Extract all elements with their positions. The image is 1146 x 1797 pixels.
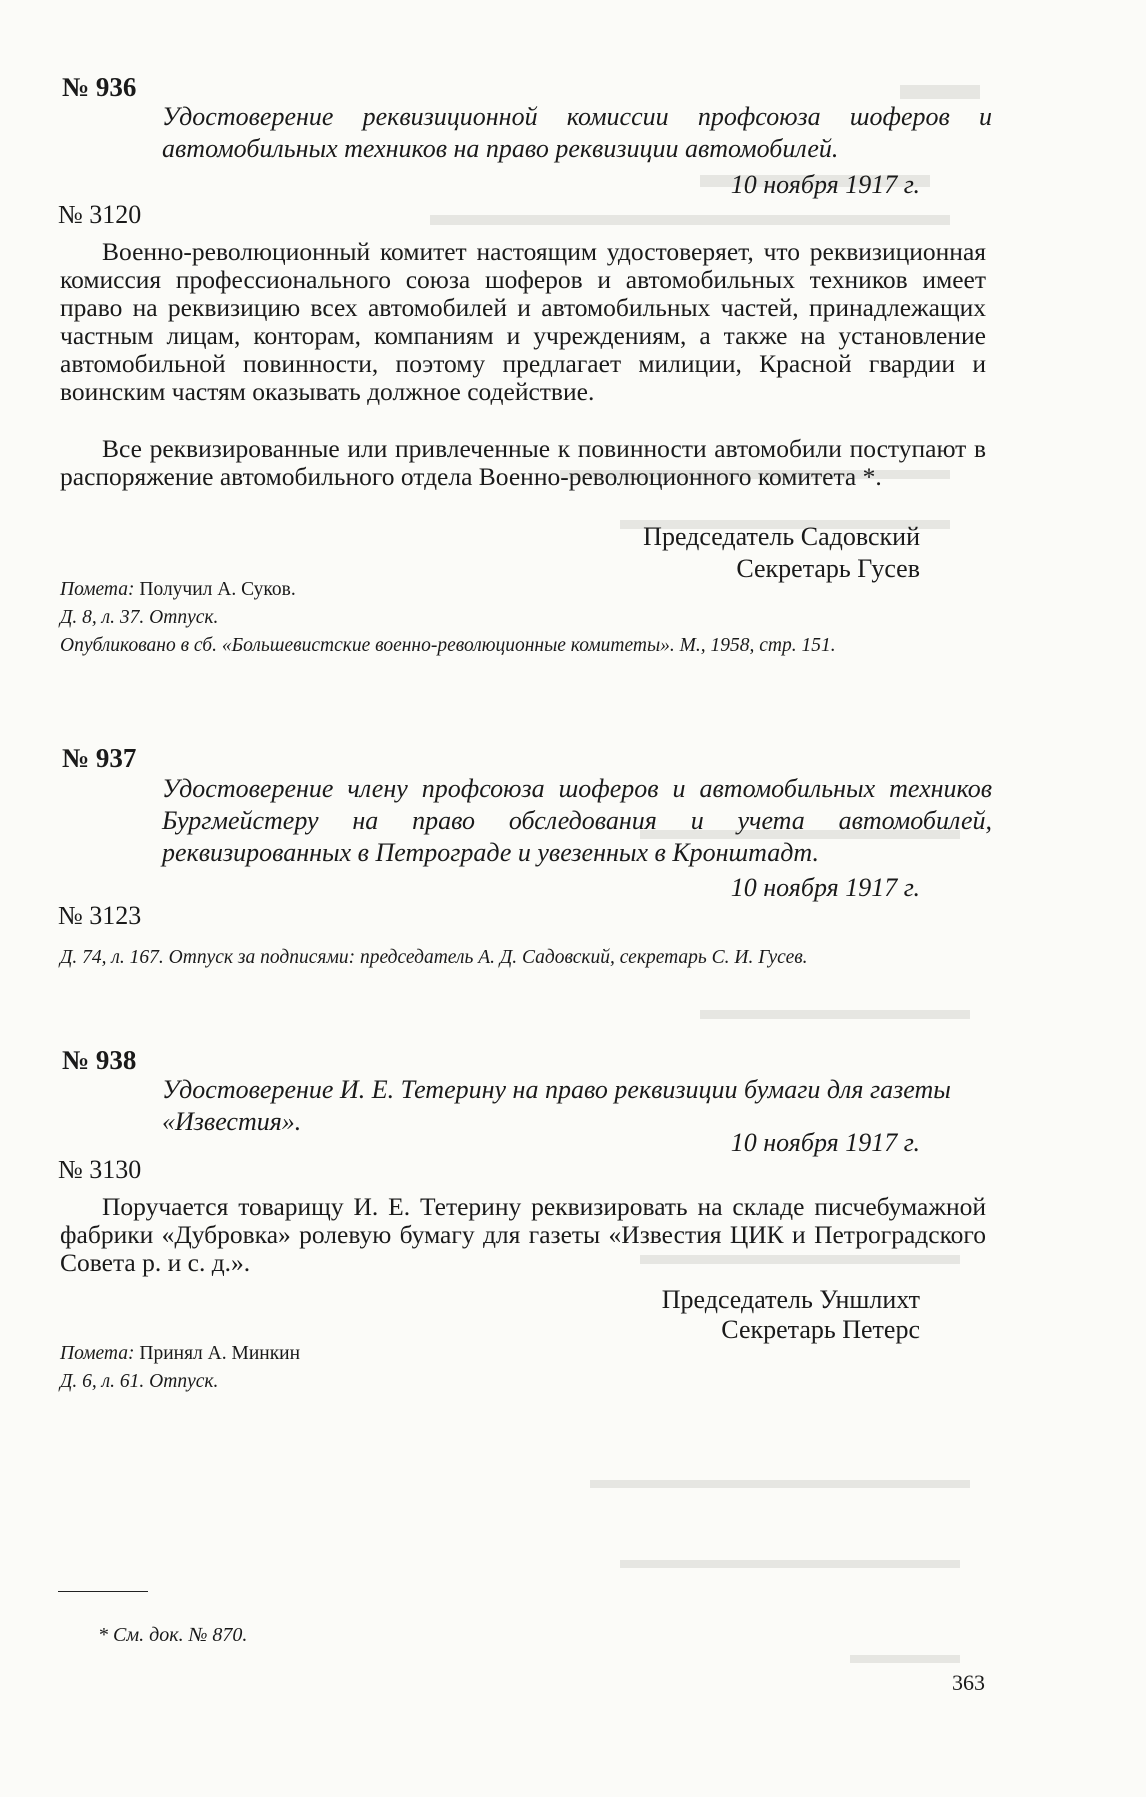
doc-938-mark-text: Принял А. Минкин <box>139 1343 301 1364</box>
doc-936-mark-label: Помета: <box>60 579 135 600</box>
doc-937-title: Удостоверение члену профсоюза шоферов и автомобильных техников Бургмейстеру на право обследования и учета автомобилей, реквизированных в Петрограде и увезенных в Кронштадт. <box>162 774 992 867</box>
footnote-divider <box>58 1591 148 1592</box>
doc-936-title: Удостоверение реквизиционной комиссии профсоюза шоферов и автомобильных техников на право реквизиции автомобилей. <box>162 102 992 163</box>
doc-936-archive: Д. 8, л. 37. Отпуск. <box>60 607 219 628</box>
doc-937-archive: Д. 74, л. 167. Отпуск за подписями: председатель А. Д. Садовский, секретарь С. И. Гусев. <box>60 947 808 968</box>
doc-937-reg-no: № 3123 <box>58 901 142 930</box>
doc-938-paragraph-1: Поручается товарищу И. Е. Тетерину реквизировать на складе писчебумажной фабрики «Дубровка» ролевую бумагу для газеты «Известия ЦИК и Петроградского Совета р. и с. д.». <box>60 1192 986 1277</box>
doc-938-archive: Д. 6, л. 61. Отпуск. <box>60 1371 219 1392</box>
doc-938-title: Удостоверение И. Е. Тетерину на право реквизиции бумаги для газеты «Известия». <box>162 1075 951 1136</box>
doc-938-date: 10 ноября 1917 г. <box>730 1128 920 1157</box>
doc-936-date: 10 ноября 1917 г. <box>730 170 920 199</box>
doc-936-signature-secretary: Секретарь Гусев <box>736 554 920 583</box>
doc-936-published: Опубликовано в сб. «Большевистские военно-революционные комитеты». М., 1958, стр. 151. <box>60 635 836 656</box>
doc-936-paragraph-2: Все реквизированные или привлеченные к повинности автомобили поступают в распоряжение автомобильного отдела Военно-революционного комитета *. <box>60 434 986 491</box>
doc-936-reg-no: № 3120 <box>58 200 142 229</box>
doc-936-mark <box>60 576 990 604</box>
doc-936-mark-text: Получил А. Суков. <box>139 579 296 600</box>
doc-936-signature-chairman: Председатель Садовский <box>643 522 920 551</box>
doc-936-paragraph-1: Военно-революционный комитет настоящим удостоверяет, что реквизиционная комиссия профессионального союза шоферов и автомобильных техников имеет право на реквизицию всех автомобилей и автомобильных частей, принадлежащих частным лицам, конторам, компаниям и учреждениям, а также на установление автомобильной повинности, поэтому предлагает милиции, Красной гвардии и воинским частям оказывать должное содействие. <box>60 237 986 406</box>
doc-938-signature-chairman: Председатель Уншлихт <box>661 1285 920 1314</box>
doc-938-number: № 938 <box>62 1045 137 1075</box>
page-number: 363 <box>952 1670 985 1695</box>
footnote: * См. док. № 870. <box>98 1624 248 1646</box>
doc-938-mark-label: Помета: <box>60 1343 135 1364</box>
doc-936-number: № 936 <box>62 72 137 102</box>
doc-938-mark <box>60 1340 990 1368</box>
doc-937-number: № 937 <box>62 743 137 773</box>
doc-938-reg-no: № 3130 <box>58 1155 142 1184</box>
doc-938-signature-secretary: Секретарь Петерс <box>721 1315 920 1344</box>
doc-937-date: 10 ноября 1917 г. <box>730 873 920 902</box>
